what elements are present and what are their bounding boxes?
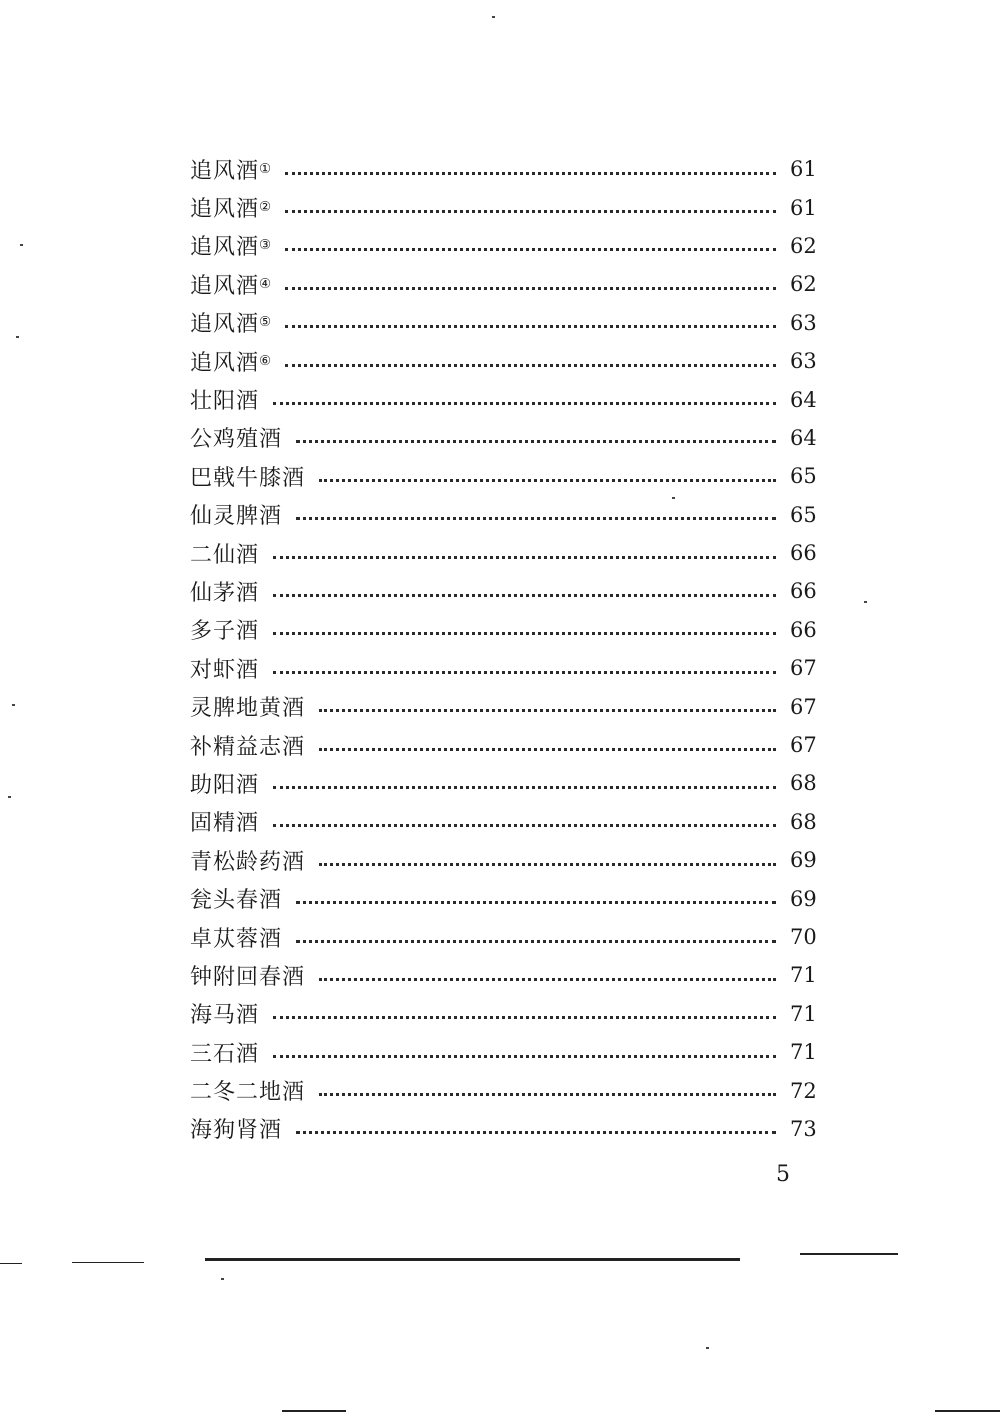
dot-leader xyxy=(296,1111,776,1134)
dot-leader xyxy=(273,651,776,674)
table-of-contents xyxy=(190,150,830,1148)
toc-entry-title: 仙茅酒 xyxy=(190,580,260,606)
toc-entry xyxy=(190,649,830,687)
toc-entry xyxy=(190,227,830,265)
toc-entry-page: 61 xyxy=(790,195,817,220)
toc-entry-page: 72 xyxy=(790,1078,817,1103)
scan-speck xyxy=(12,704,15,706)
scan-speck xyxy=(492,16,495,18)
toc-entry-title: 仙灵脾酒 xyxy=(190,504,283,530)
toc-entry xyxy=(190,304,830,342)
toc-entry-title: 二冬二地酒 xyxy=(190,1080,306,1106)
toc-entry xyxy=(190,918,830,956)
toc-entry-page: 64 xyxy=(790,387,817,412)
toc-entry-title: 多子酒 xyxy=(190,619,260,645)
dot-leader xyxy=(273,612,776,635)
toc-entry-page: 71 xyxy=(790,1001,817,1026)
toc-entry xyxy=(190,150,830,188)
toc-entry-note: ② xyxy=(259,200,271,216)
toc-entry-note: ④ xyxy=(259,276,271,292)
dot-leader xyxy=(319,958,776,981)
toc-entry-page: 71 xyxy=(790,963,817,988)
toc-entry-title: 追风酒 xyxy=(190,312,260,338)
toc-entry-title: 瓮头春酒 xyxy=(190,888,283,914)
toc-entry xyxy=(190,764,830,802)
toc-entry-note: ⑥ xyxy=(259,353,271,369)
dot-leader xyxy=(273,996,776,1019)
dot-leader xyxy=(296,420,776,443)
dot-leader xyxy=(273,804,776,827)
toc-entry xyxy=(190,841,830,879)
toc-entry-page: 69 xyxy=(790,848,817,873)
dot-leader xyxy=(319,843,776,866)
toc-entry xyxy=(190,265,830,303)
dot-leader xyxy=(285,228,776,251)
scan-speck xyxy=(16,336,19,338)
toc-entry-title: 补精益志酒 xyxy=(190,734,306,760)
toc-entry xyxy=(190,726,830,764)
toc-entry-page: 68 xyxy=(790,771,817,796)
dot-leader xyxy=(273,766,776,789)
toc-entry-title: 固精酒 xyxy=(190,811,260,837)
toc-entry xyxy=(190,419,830,457)
toc-entry-page: 63 xyxy=(790,349,817,374)
toc-entry xyxy=(190,803,830,841)
dot-leader xyxy=(296,920,776,943)
toc-entry-title: 公鸡殖酒 xyxy=(190,427,283,453)
toc-entry xyxy=(190,188,830,226)
toc-entry-title: 卓苁蓉酒 xyxy=(190,926,283,952)
toc-entry-page: 63 xyxy=(790,310,817,335)
toc-entry-page: 71 xyxy=(790,1040,817,1065)
toc-entry-title: 壮阳酒 xyxy=(190,389,260,415)
dot-leader xyxy=(296,497,776,520)
toc-entry-title: 追风酒 xyxy=(190,350,260,376)
scan-rule xyxy=(0,1263,22,1264)
toc-entry-page: 69 xyxy=(790,886,817,911)
scan-rule xyxy=(205,1258,740,1261)
toc-entry xyxy=(190,496,830,534)
dot-leader xyxy=(273,536,776,559)
toc-entry-title: 巴戟牛膝酒 xyxy=(190,465,306,491)
scan-speck xyxy=(706,1347,709,1349)
dot-leader xyxy=(285,344,776,367)
scan-rule xyxy=(935,1410,1000,1412)
dot-leader xyxy=(285,190,776,213)
toc-entry-title: 追风酒 xyxy=(190,235,260,261)
toc-entry-title: 对虾酒 xyxy=(190,657,260,683)
dot-leader xyxy=(319,459,776,482)
toc-entry-title: 三石酒 xyxy=(190,1041,260,1067)
toc-entry-page: 62 xyxy=(790,272,817,297)
toc-entry-title: 追风酒 xyxy=(190,197,260,223)
toc-entry-page: 62 xyxy=(790,233,817,258)
dot-leader xyxy=(319,689,776,712)
toc-entry-note: ⑤ xyxy=(259,315,271,331)
dot-leader xyxy=(285,267,776,290)
toc-entry-page: 61 xyxy=(790,157,817,182)
dot-leader xyxy=(285,305,776,328)
toc-entry-page: 67 xyxy=(790,656,817,681)
toc-entry-page: 68 xyxy=(790,809,817,834)
toc-entry-page: 66 xyxy=(790,617,817,642)
toc-entry-page: 66 xyxy=(790,541,817,566)
dot-leader xyxy=(319,728,776,751)
toc-entry xyxy=(190,1110,830,1148)
dot-leader xyxy=(273,382,776,405)
dot-leader xyxy=(273,574,776,597)
toc-entry xyxy=(190,1033,830,1071)
toc-entry-title: 灵脾地黄酒 xyxy=(190,696,306,722)
toc-entry xyxy=(190,342,830,380)
toc-entry-title: 二仙酒 xyxy=(190,542,260,568)
toc-entry xyxy=(190,457,830,495)
scan-speck xyxy=(20,244,23,246)
toc-entry-note: ① xyxy=(259,161,271,177)
toc-entry xyxy=(190,687,830,725)
toc-entry xyxy=(190,956,830,994)
toc-entry-page: 73 xyxy=(790,1116,817,1141)
toc-entry-page: 65 xyxy=(790,464,817,489)
toc-entry xyxy=(190,879,830,917)
scan-speck xyxy=(8,796,11,798)
toc-entry-title: 追风酒 xyxy=(190,273,260,299)
scan-rule xyxy=(800,1253,898,1255)
toc-entry xyxy=(190,572,830,610)
toc-entry-title: 钟附回春酒 xyxy=(190,964,306,990)
toc-entry-title: 青松龄药酒 xyxy=(190,849,306,875)
scan-rule xyxy=(282,1410,346,1412)
toc-entry xyxy=(190,995,830,1033)
dot-leader xyxy=(273,1035,776,1058)
page-number: 5 xyxy=(776,1162,790,1187)
toc-entry-page: 70 xyxy=(790,925,817,949)
toc-entry-title: 海狗肾酒 xyxy=(190,1118,283,1144)
dot-leader xyxy=(319,1073,776,1096)
toc-entry-title: 追风酒 xyxy=(190,158,260,184)
toc-entry-page: 67 xyxy=(790,694,817,719)
dot-leader xyxy=(285,152,776,175)
scan-speck xyxy=(221,1278,224,1280)
toc-entry-page: 66 xyxy=(790,579,817,604)
scan-speck xyxy=(672,497,675,499)
toc-entry xyxy=(190,611,830,649)
toc-entry-page: 64 xyxy=(790,425,817,450)
scan-speck xyxy=(864,601,867,603)
toc-entry-title: 海马酒 xyxy=(190,1003,260,1029)
dot-leader xyxy=(296,881,776,904)
toc-entry-page: 67 xyxy=(790,733,817,758)
toc-entry-title: 助阳酒 xyxy=(190,772,260,798)
toc-entry-note: ③ xyxy=(259,238,271,254)
toc-entry xyxy=(190,1071,830,1109)
scan-rule xyxy=(72,1262,144,1263)
toc-entry-page: 65 xyxy=(790,502,817,527)
toc-entry xyxy=(190,380,830,418)
toc-entry xyxy=(190,534,830,572)
